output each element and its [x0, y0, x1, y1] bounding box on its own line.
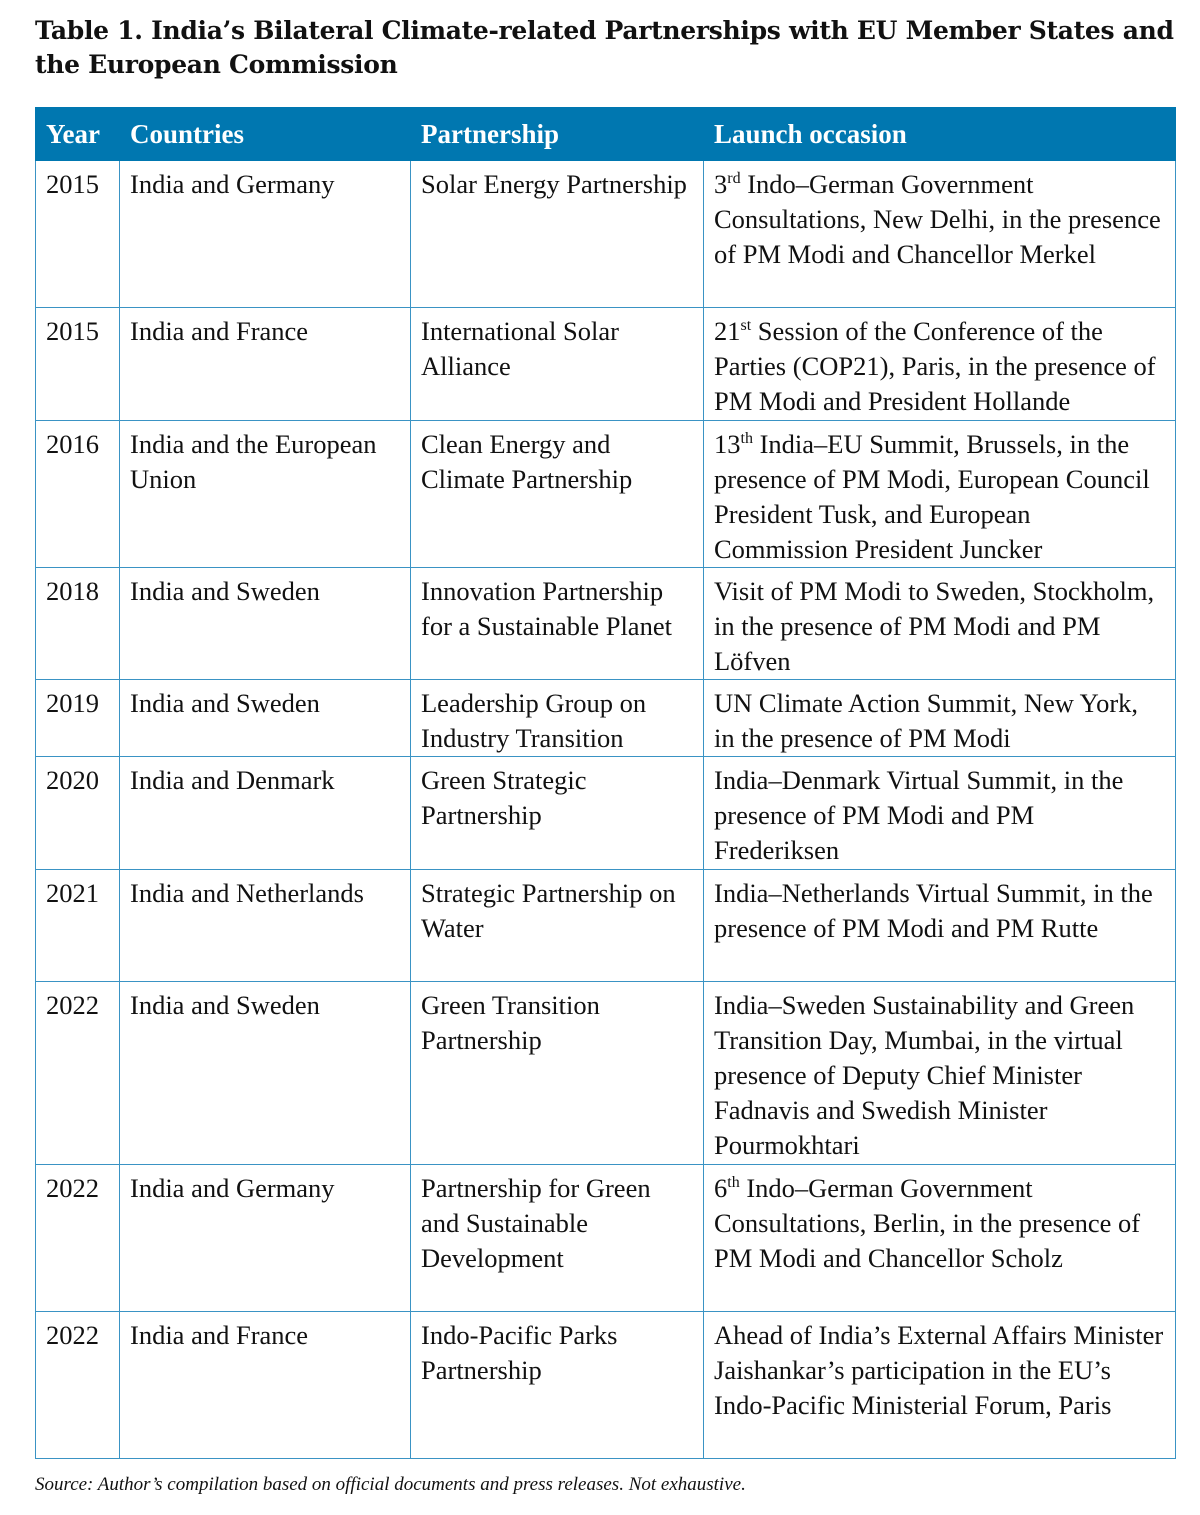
year-cell: 2015: [36, 161, 120, 308]
table-row: [36, 1165, 1176, 1312]
table-row: [36, 680, 1176, 757]
countries-cell: India and Germany: [120, 161, 411, 308]
countries-cell: India and Netherlands: [120, 870, 411, 982]
launch-text: India–Netherlands Virtual Summit, in the presence of PM Modi and PM Rutte: [714, 878, 1153, 943]
launch-occasion-cell: [704, 982, 1176, 1165]
launch-occasion-cell: [704, 870, 1176, 982]
year-cell: 2016: [36, 421, 120, 568]
year-cell: 2018: [36, 568, 120, 680]
launch-text: Ahead of India’s External Affairs Minister Jaishankar’s participation in the EU’s Indo-Pacific Ministerial Forum, Paris: [714, 1320, 1164, 1420]
header-year: Year: [36, 108, 120, 161]
ordinal-number: 21: [714, 316, 741, 346]
source-note: Source: Author’s compilation based on official documents and press releases. Not exhaustive.: [35, 1474, 746, 1495]
countries-cell: India and Denmark: [120, 757, 411, 870]
countries-cell: India and Sweden: [120, 982, 411, 1165]
partnership-cell: Indo-Pacific Parks Partnership: [411, 1312, 704, 1459]
countries-cell: India and France: [120, 308, 411, 421]
partnership-cell: Green Transition Partnership: [411, 982, 704, 1165]
table-title: Table 1. India’s Bilateral Climate-related Partnerships with EU Member States and the European Commission: [35, 16, 1174, 79]
ordinal-suffix: th: [727, 1174, 740, 1192]
table-row: [36, 308, 1176, 421]
ordinal-suffix: st: [740, 317, 752, 335]
partnership-cell: Solar Energy Partnership: [411, 161, 704, 308]
header-launch-occasion: Launch occasion: [704, 108, 1176, 161]
launch-text: India–Denmark Virtual Summit, in the presence of PM Modi and PM Frederiksen: [714, 765, 1124, 865]
partnership-cell: Green Strategic Partnership: [411, 757, 704, 870]
countries-cell: India and France: [120, 1312, 411, 1459]
ordinal-number: 6: [714, 1173, 728, 1203]
launch-occasion-cell: [704, 1312, 1176, 1459]
countries-cell: India and the European Union: [120, 421, 411, 568]
year-cell: 2019: [36, 680, 120, 757]
partnership-cell: Innovation Partnership for a Sustainable Planet: [411, 568, 704, 680]
ordinal-suffix: rd: [727, 170, 741, 188]
table-row: [36, 161, 1176, 308]
launch-text: Indo–German Government Consultations, Berlin, in the presence of PM Modi and Chancellor Scholz: [714, 1173, 1141, 1273]
year-cell: 2022: [36, 1165, 120, 1312]
year-cell: 2022: [36, 982, 120, 1165]
ordinal-suffix: th: [740, 430, 753, 448]
header-countries: Countries: [120, 108, 411, 161]
launch-occasion-cell: [704, 568, 1176, 680]
launch-occasion-cell: [704, 680, 1176, 757]
launch-occasion-cell: [704, 308, 1176, 421]
year-cell: 2020: [36, 757, 120, 870]
launch-text: UN Climate Action Summit, New York, in the presence of PM Modi: [714, 688, 1139, 753]
launch-occasion-cell: [704, 161, 1176, 308]
partnership-cell: Strategic Partnership on Water: [411, 870, 704, 982]
partnerships-table: [35, 107, 1176, 1459]
launch-occasion-cell: [704, 1165, 1176, 1312]
partnership-cell: Leadership Group on Industry Transition: [411, 680, 704, 757]
countries-cell: India and Germany: [120, 1165, 411, 1312]
launch-text: Visit of PM Modi to Sweden, Stockholm, in the presence of PM Modi and PM Löfven: [714, 576, 1155, 676]
ordinal-number: 13: [714, 429, 741, 459]
launch-occasion-cell: [704, 757, 1176, 870]
table-row: [36, 757, 1176, 870]
table-row: [36, 568, 1176, 680]
launch-text: Indo–German Government Consultations, New Delhi, in the presence of PM Modi and Chancellor Merkel: [714, 169, 1161, 269]
launch-text: Session of the Conference of the Parties (COP21), Paris, in the presence of PM Modi and President Hollande: [714, 316, 1156, 416]
partnership-cell: International Solar Alliance: [411, 308, 704, 421]
year-cell: 2022: [36, 1312, 120, 1459]
header-partnership: Partnership: [411, 108, 704, 161]
table-row: [36, 421, 1176, 568]
launch-occasion-cell: [704, 421, 1176, 568]
launch-text: India–EU Summit, Brussels, in the presence of PM Modi, European Council President Tusk, and European Commission President Juncker: [714, 429, 1150, 564]
table-row: [36, 1312, 1176, 1459]
countries-cell: India and Sweden: [120, 568, 411, 680]
partnership-cell: Clean Energy and Climate Partnership: [411, 421, 704, 568]
countries-cell: India and Sweden: [120, 680, 411, 757]
table-header-row: [36, 108, 1176, 161]
partnership-cell: Partnership for Green and Sustainable Development: [411, 1165, 704, 1312]
table-row: [36, 982, 1176, 1165]
table-row: [36, 870, 1176, 982]
year-cell: 2021: [36, 870, 120, 982]
ordinal-number: 3: [714, 169, 728, 199]
launch-text: India–Sweden Sustainability and Green Transition Day, Mumbai, in the virtual presence of Deputy Chief Minister Fadnavis and Swedish Minister Pourmokhtari: [714, 990, 1135, 1160]
year-cell: 2015: [36, 308, 120, 421]
